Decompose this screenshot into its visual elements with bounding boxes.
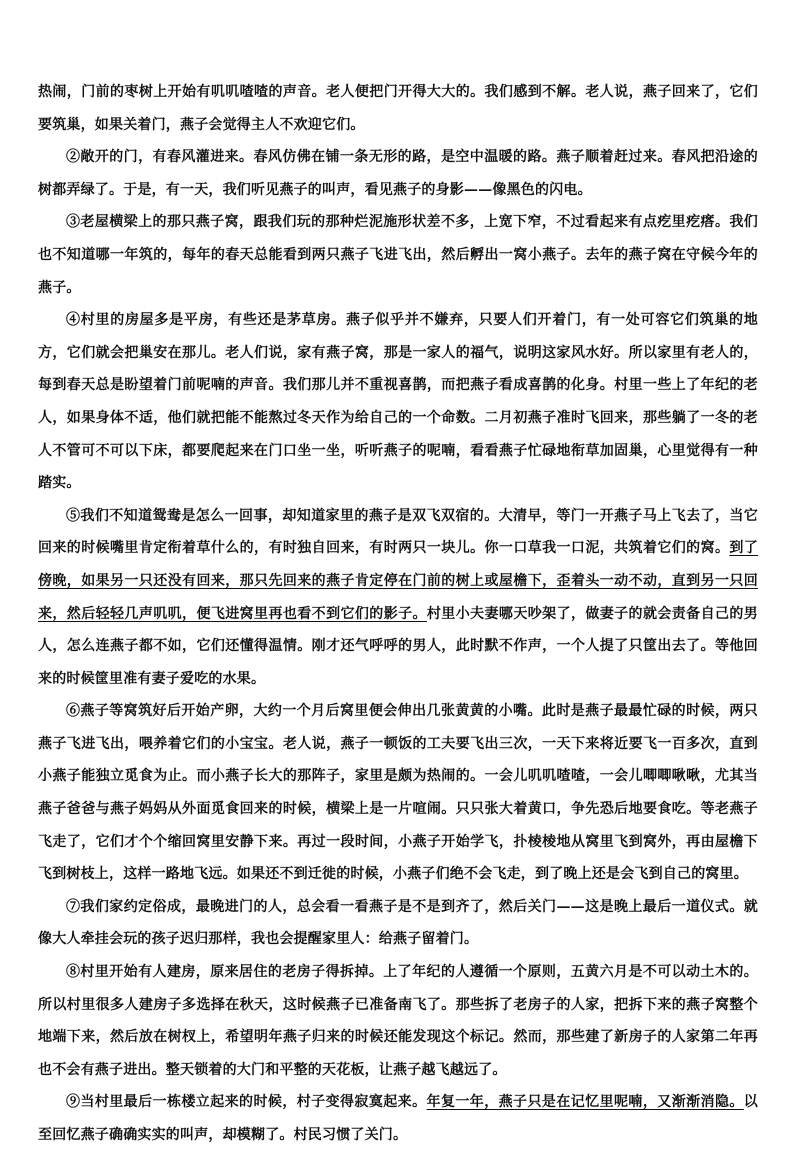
paragraph-text: 以至回忆燕子确确实实的叫声，却模糊了。村民习惯了关门。 bbox=[38, 1094, 758, 1143]
paragraph-text: ⑧村里开始有人建房，原来居住的老房子得拆掉。上了年纪的人遵循一个原则，五黄六月是不可以动土木的。所以村里很多人建房子多选择在秋天，这时候燕子已准备南飞了。那些拆了老房子的人家，把拆下来的燕子窝整个地端下来，然后放在树杈上，希望明年燕子归来的时候还能发现这个标记。然而，那些建了新房子的人家第二年再也不会有燕子进出。整天锁着的大门和平整的天花板，让燕子越飞越远了。 bbox=[38, 964, 758, 1078]
paragraph-text: ③老屋横梁上的那只燕子窝，跟我们玩的那种烂泥施形状差不多，上宽下窄，不过看起来有点疙里疙瘩。我们也不知道哪一年筑的，每年的春天总能看到两只燕子飞进飞出，然后孵出一窝小燕子。去年的燕子窝在守候今年的燕子。 bbox=[38, 214, 758, 296]
underlined-sentence: 到了傍晚，如果另一只还没有回来，那只先回来的燕子肯定停在门前的树上或屋檐下，歪着头一动不动，直到另一只回来，然后轻轻几声叽叽，便飞进窝里再也看不到它们的影子。 bbox=[38, 540, 758, 622]
paragraph-2 bbox=[38, 141, 758, 206]
paragraph-9 bbox=[38, 1086, 758, 1151]
paragraph-5 bbox=[38, 500, 758, 696]
paragraph-text: ④村里的房屋多是平房，有些还是茅草房。燕子似乎并不嫌弃，只要人们开着门，有一处可容它们筑巢的地方，它们就会把巢安在那儿。老人们说，家有燕子窝，那是一家人的福气，说明这家风水好。所以家里有老人的，每到春天总是盼望着门前呢喃的声音。我们那儿并不重视喜鹊，而把燕子看成喜鹊的化身。村里一些上了年纪的老人，如果身体不适，他们就把能不能熬过冬天作为给自己的一个命数。二月初燕子准时飞回来，那些躺了一冬的老人不管可不可以下床，都要爬起来在门口坐一坐，听听燕子的呢喃，看看燕子忙碌地衔草加固巢，心里觉得有一种踏实。 bbox=[38, 312, 758, 492]
underlined-sentence: 年复一年，燕子只是在记忆里呢喃，又渐渐消隐。 bbox=[426, 1094, 744, 1111]
paragraph-7 bbox=[38, 891, 758, 956]
paragraph-text: ②敞开的门，有春风灌进来。春风仿佛在铺一条无形的路，是空中温暖的路。燕子顺着赶过来。春风把沿途的树都弄绿了。于是，有一天，我们听见燕子的叫声，看见燕子的身影——像黑色的闪电。 bbox=[38, 149, 758, 198]
paragraph-text: ⑨当村里最后一栋楼立起来的时候，村子变得寂寞起来。 bbox=[66, 1094, 427, 1111]
paragraph-4 bbox=[38, 304, 758, 500]
paragraph-3 bbox=[38, 206, 758, 304]
paragraph-text: 村里小夫妻哪天吵架了，做妻子的就会责备自己的男人，怎么连燕子都不如，它们还懂得温情。刚才还气呼呼的男人，此时默不作声，一个人提了只筐出去了。等他回来的时候筐里准有妻子爱吃的水果。 bbox=[38, 605, 758, 687]
paragraph-8 bbox=[38, 956, 758, 1086]
paragraph-1-continued bbox=[38, 76, 758, 141]
paragraph-text: ⑥燕子等窝筑好后开始产卵，大约一个月后窝里便会伸出几张黄黄的小嘴。此时是燕子最最忙碌的时候，两只燕子飞进飞出，喂养着它们的小宝宝。老人说，燕子一顿饭的工夫要飞出三次，一天下来将近要飞一百多次，直到小燕子能独立觅食为止。而小燕子长大的那阵子，家里是颇为热闹的。一会儿叽叽喳喳，一会儿唧唧啾啾，尤其当燕子爸爸与燕子妈妈从外面觅食回来的时候，横梁上是一片喧闹。只只张大着黄口，争先恐后地要食吃。等老燕子飞走了，它们才个个缩回窝里安静下来。再过一段时间，小燕子开始学飞，扑棱棱地从窝里飞到窝外，再由屋檐下飞到树枝上，这样一路地飞远。如果还不到迁徙的时候，小燕子们绝不会飞走，到了晚上还是会飞到自己的窝里。 bbox=[38, 703, 758, 883]
paragraph-text: 热闹，门前的枣树上开始有叽叽喳喳的声音。老人便把门开得大大的。我们感到不解。老人说，燕子回来了，它们要筑巢，如果关着门，燕子会觉得主人不欢迎它们。 bbox=[38, 84, 758, 133]
paragraph-text: ⑤我们不知道鸳鸯是怎么一回事，却知道家里的燕子是双飞双宿的。大清早，等门一开燕子马上飞去了，当它回来的时候嘴里肯定衔着草什么的，有时独自回来，有时两只一块儿。你一口草我一口泥，共筑着它们的窝。 bbox=[38, 507, 758, 557]
paragraph-6 bbox=[38, 695, 758, 891]
paragraph-text: ⑦我们家约定俗成，最晚进门的人，总会看一看燕子是不是到齐了，然后关门——这是晚上最后一道仪式。就像大人牵挂会玩的孩子迟归那样，我也会提醒家里人：给燕子留着门。 bbox=[38, 898, 758, 948]
